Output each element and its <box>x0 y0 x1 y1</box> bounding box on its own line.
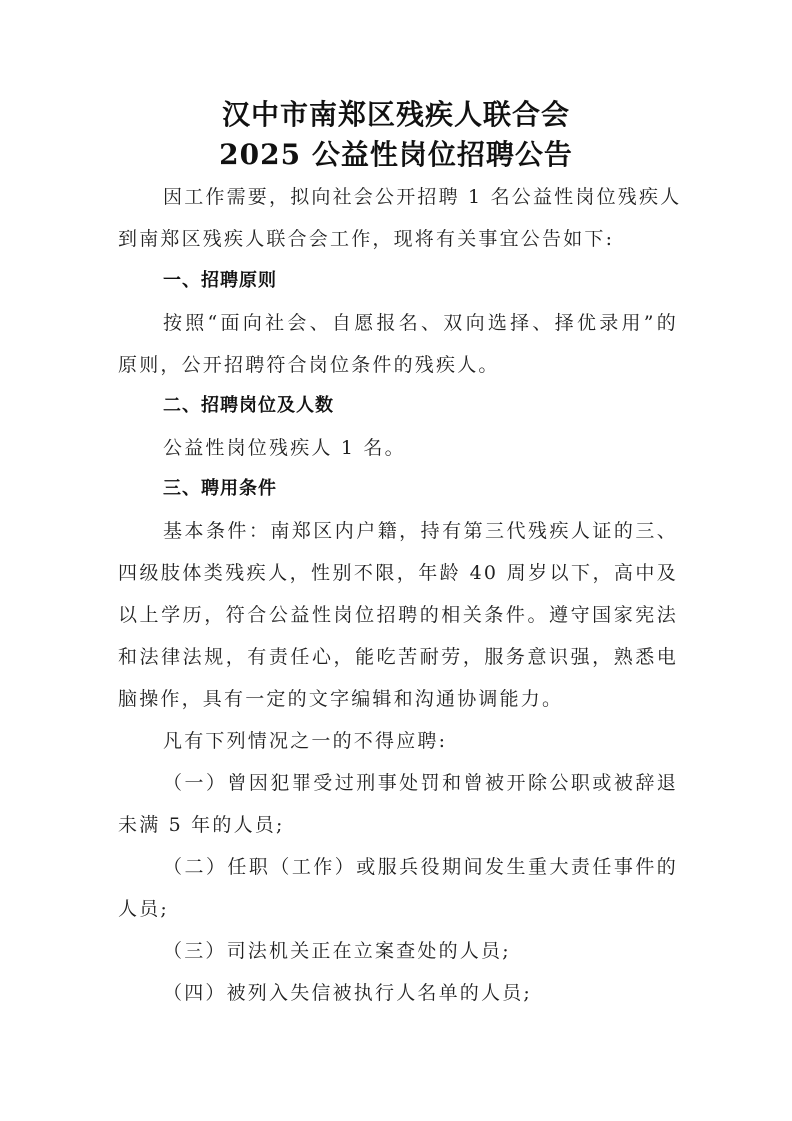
section3-basic-line4: 和法律法规，有责任心，能吃苦耐劳，服务意识强，熟悉电 <box>118 646 678 668</box>
section1-line2: 原则，公开招聘符合岗位条件的残疾人。 <box>118 354 500 376</box>
exclusion-item1-line1: （一）曾因犯罪受过刑事处罚和曾被开除公职或被辞退 <box>163 772 678 794</box>
intro-line2: 到南郑区残疾人联合会工作，现将有关事宜公告如下: <box>118 228 615 250</box>
section1-line1: 按照“面向社会、自愿报名、双向选择、择优录用”的 <box>163 312 678 334</box>
section3-basic-line3: 以上学历，符合公益性岗位招聘的相关条件。遵守国家宪法 <box>118 604 678 626</box>
document-title-line2: 2025 公益性岗位招聘公告 <box>219 138 573 171</box>
exclusion-item1-line2: 未满 5 年的人员; <box>118 814 285 836</box>
exclusion-item2-line2: 人员; <box>118 898 170 920</box>
exclusion-item2-line1: （二）任职（工作）或服兵役期间发生重大责任事件的 <box>163 856 678 878</box>
section2-line1: 公益性岗位残疾人 1 名。 <box>163 437 406 459</box>
section3-heading: 三、聘用条件 <box>163 478 277 499</box>
document-title-line1: 汉中市南郑区残疾人联合会 <box>221 98 570 131</box>
section3-basic-line5: 脑操作，具有一定的文字编辑和沟通协调能力。 <box>118 688 564 710</box>
exclusion-item4: （四）被列入失信被执行人名单的人员; <box>163 982 533 1004</box>
section3-basic-line1: 基本条件：南郑区内户籍，持有第三代残疾人证的三、 <box>163 520 678 542</box>
section1-heading: 一、招聘原则 <box>163 270 277 291</box>
section2-heading: 二、招聘岗位及人数 <box>163 395 334 416</box>
exclusion-item3: （三）司法机关正在立案查处的人员; <box>163 940 511 962</box>
section3-basic-line2: 四级肢体类残疾人，性别不限，年龄 40 周岁以下，高中及 <box>118 562 678 584</box>
intro-line1: 因工作需要，拟向社会公开招聘 1 名公益性岗位残疾人 <box>163 186 682 208</box>
exclusion-intro: 凡有下列情况之一的不得应聘: <box>163 730 448 752</box>
